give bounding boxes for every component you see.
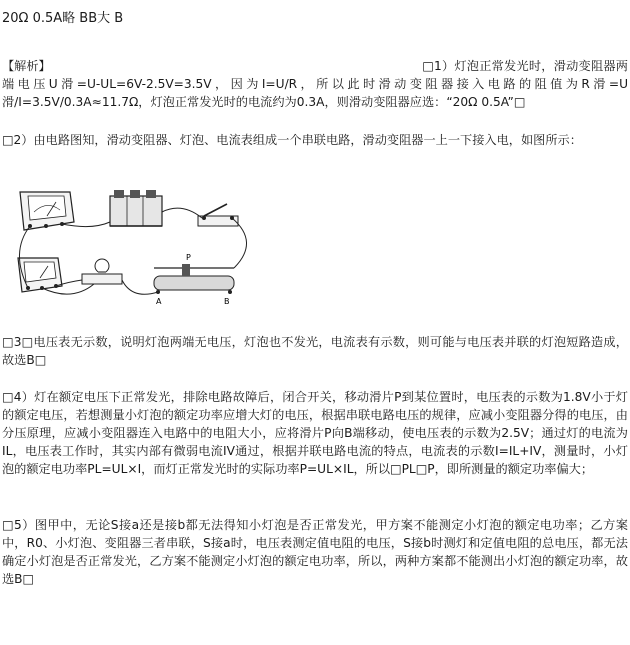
- analysis-paragraph-3: □3□电压表无示数，说明灯泡两端无电压，灯泡也不发光，电流表有示数，则可能与电压表并联的灯泡短路造成，故选B□: [2, 335, 628, 367]
- circuit-diagram: [12, 182, 262, 312]
- answer-line: 20Ω 0.5A略 BB大 B: [2, 11, 124, 26]
- rheostat-icon: [154, 264, 234, 294]
- battery-icon: [110, 190, 162, 226]
- switch-icon: [198, 204, 238, 226]
- analysis-paragraph-2: □2）由电路图知，滑动变阻器、灯泡、电流表组成一个串联电路，滑动变阻器一上一下接入电，如图所示：: [2, 133, 582, 147]
- rheostat-label-a: A: [156, 297, 162, 306]
- analysis-paragraph-1: [2, 57, 628, 111]
- analysis-text-1: □1）灯泡正常发光时，滑动变阻器两端电压U滑=U-UL=6V-2.5V=3.5V，因为I=U/R，所以此时滑动变阻器接入电路的阻值为R滑=U滑/I=3.5V/0.3A≈11.7Ω，灯泡正常发光时的电流约为0.3A，则滑动变阻器应选：“20Ω 0.5A”□: [2, 59, 628, 109]
- lamp-icon: [82, 259, 122, 284]
- analysis-paragraph-5: □5）图甲中，无论S接a还是接b都无法得知小灯泡是否正常发光，甲方案不能测定小灯泡的额定电功率；乙方案中，R0、小灯泡、变阻器三者串联，S接a时，电压表测定值电阻的电压，S接b时测灯和定值电阻的总电压，都无法确定小灯泡是否正常发光，乙方案不能测定小灯泡的额定电功率，所以，两种方案都不能测出小灯泡的额定功率，故选B□: [2, 518, 628, 586]
- analysis-paragraph-4: □4）灯在额定电压下正常发光，排除电路故障后，闭合开关，移动滑片P到某位置时，电压表的示数为1.8V小于灯的额定电压，若想测量小灯泡的额定功率应增大灯的电压，根据串联电路电压的规律，应减小变阻器分得的电压，由分压原理，应减小变阻器连入电路中的电阻大小，应将滑片P向B端移动，使电压表的示数为2.5V；通过灯的电流为IL，电压表工作时，其实内部有微弱电流IV通过，根据并联电路电流的特点，电流表的示数I=IL+IV，测量时，小灯泡的额定电功率PL=UL×I，而灯正常发光时的实际功率P=UL×IL，所以□PL□P，即所测量的额定功率偏大；: [2, 390, 628, 476]
- analysis-header: 【解析】: [2, 59, 51, 73]
- rheostat-label-p: P: [186, 253, 191, 262]
- voltmeter-icon: [18, 258, 62, 292]
- rheostat-label-b: B: [224, 297, 230, 306]
